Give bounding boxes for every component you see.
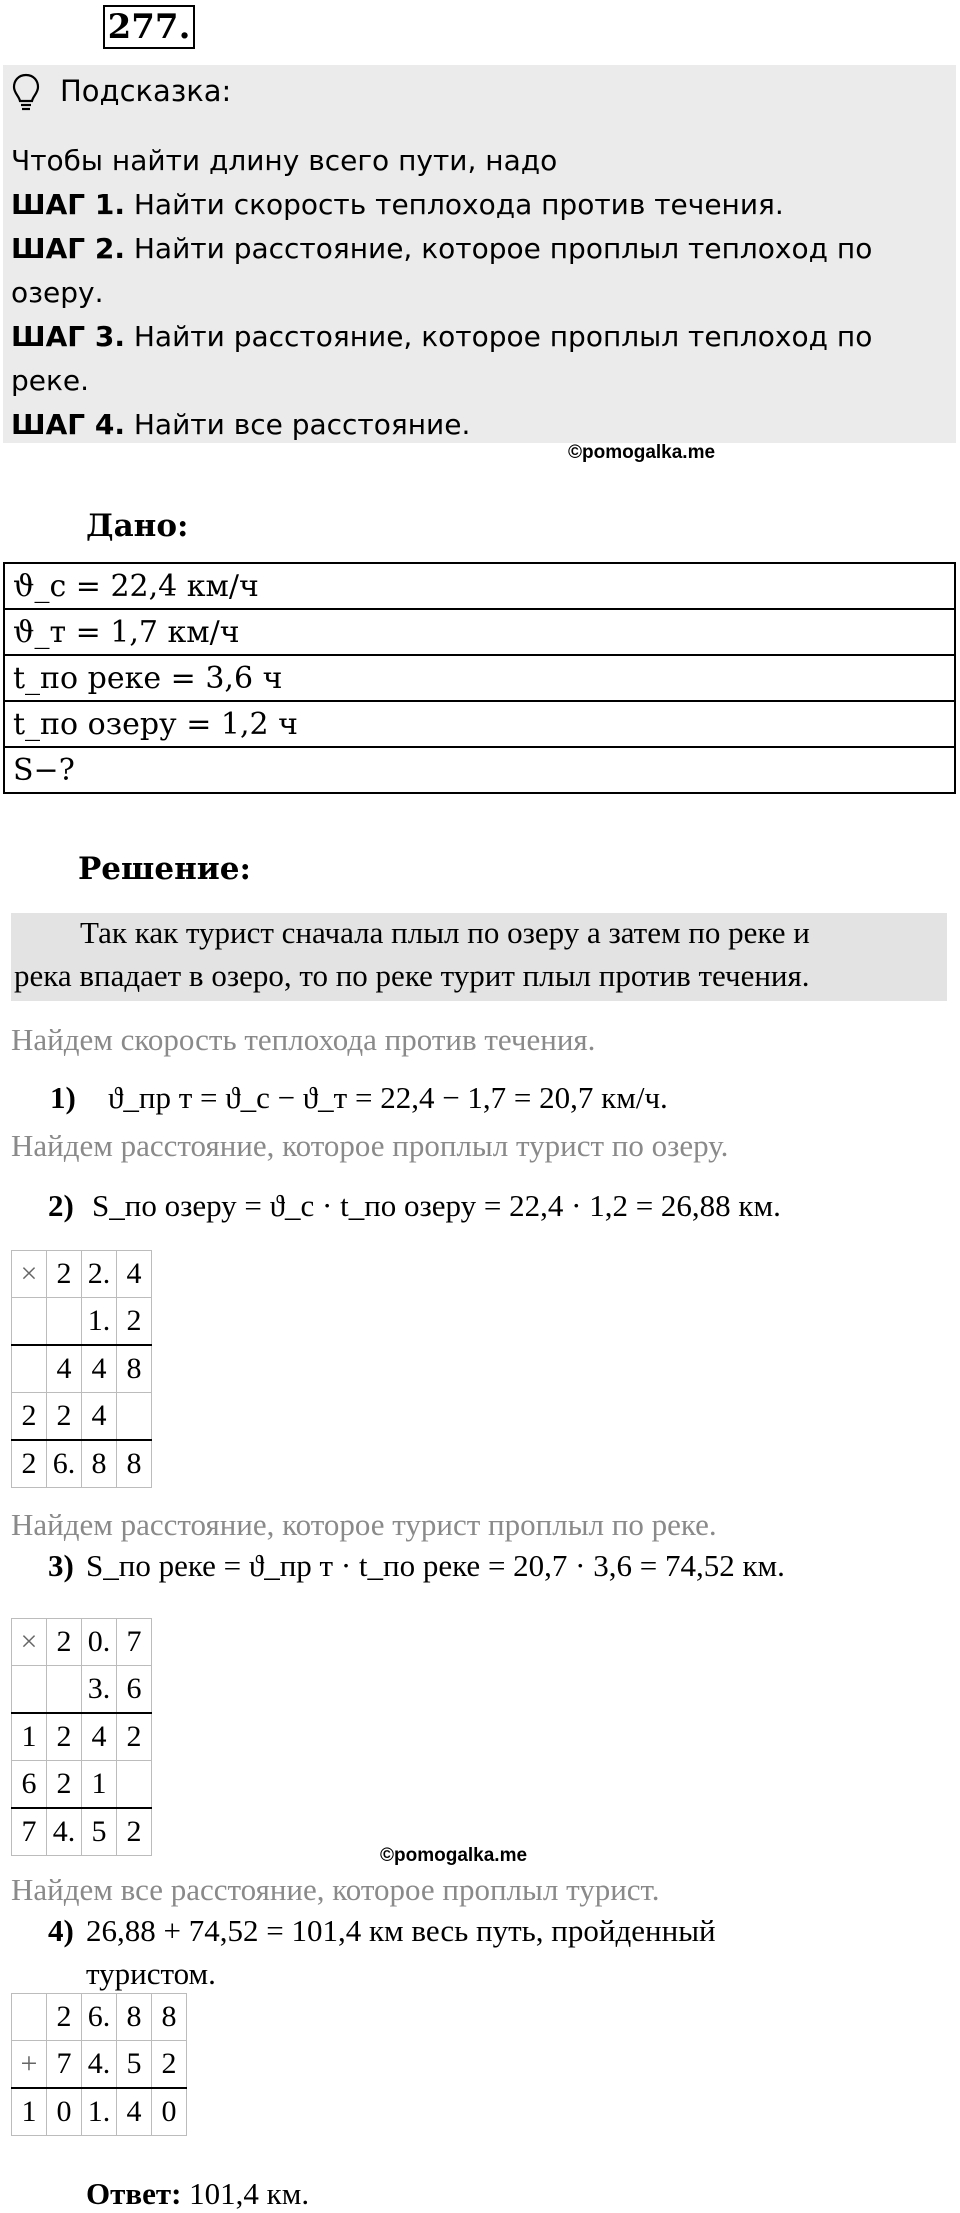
step-text: Найти все расстояние. xyxy=(124,408,471,441)
multiplication-grid-2 xyxy=(11,1618,152,1856)
grid-cell: 6 xyxy=(117,1666,152,1714)
step-label: ШАГ 1. xyxy=(11,188,125,221)
grid-cell: 1 xyxy=(12,1713,47,1761)
problem-number: 277. xyxy=(103,5,195,49)
grid-cell: × xyxy=(12,1619,47,1666)
grid-cell: 0. xyxy=(82,1619,117,1666)
given-row xyxy=(4,609,955,655)
step-text: Найти расстояние, которое проплыл теплоход по xyxy=(124,320,873,353)
grid-row xyxy=(12,1713,152,1761)
grid-cell: 2 xyxy=(12,1393,47,1441)
step-text: Найти расстояние, которое проплыл теплоход по xyxy=(124,232,873,265)
watermark: ©pomogalka.me xyxy=(568,442,716,463)
multiplication-grid-1 xyxy=(11,1250,152,1488)
grid-cell xyxy=(47,1298,82,1346)
grid-cell: 1. xyxy=(82,2088,117,2136)
grid-cell: 8 xyxy=(117,1345,152,1393)
grid-cell: + xyxy=(12,2041,47,2089)
grid-cell xyxy=(117,1761,152,1809)
grid-cell: 2 xyxy=(47,1713,82,1761)
step-3-formula: S_по реке = ϑ_пр т · t_по реке = 20,7 · 3,6 = 74,52 км. xyxy=(86,1548,785,1583)
grid-cell: 1 xyxy=(12,2088,47,2136)
grid-cell: 6. xyxy=(82,1994,117,2041)
grid-cell: 8 xyxy=(152,1994,187,2041)
grid-cell: 7 xyxy=(12,1808,47,1856)
grid-cell: 4. xyxy=(82,2041,117,2089)
given-cell: ϑ_с = 22,4 км/ч xyxy=(4,563,955,609)
grid-row xyxy=(12,1619,152,1666)
grid-cell: 4 xyxy=(82,1345,117,1393)
grid-cell xyxy=(12,1298,47,1346)
grid-cell: 3. xyxy=(82,1666,117,1714)
hint-step-1 xyxy=(11,183,784,227)
grid-row xyxy=(12,1808,152,1856)
grid-row xyxy=(12,1994,187,2041)
grid-cell: 5 xyxy=(117,2041,152,2089)
step-4-number: 4) xyxy=(48,1913,74,1948)
grid-cell: 8 xyxy=(117,1440,152,1488)
step-4-line-1: 26,88 + 74,52 = 101,4 км весь путь, пройденный xyxy=(86,1913,716,1948)
step-4-line-2: туристом. xyxy=(86,1956,216,1991)
grid-row xyxy=(12,2088,187,2136)
grid-cell: 7 xyxy=(117,1619,152,1666)
given-table xyxy=(3,562,956,794)
answer-label: Ответ: xyxy=(86,2176,182,2211)
lightbulb-icon xyxy=(12,72,40,112)
grid-cell: × xyxy=(12,1251,47,1298)
given-row xyxy=(4,563,955,609)
hint-step-2-cont xyxy=(11,271,104,315)
grid-cell: 1. xyxy=(82,1298,117,1346)
addition-grid xyxy=(11,1993,187,2136)
answer-value: 101,4 км. xyxy=(181,2176,310,2211)
grid-cell: 2 xyxy=(152,2041,187,2089)
grid-cell: 2 xyxy=(117,1298,152,1346)
step-label: ШАГ 4. xyxy=(11,408,125,441)
grid-cell: 8 xyxy=(117,1994,152,2041)
grid-cell: 2 xyxy=(117,1713,152,1761)
step-1-number: 1) xyxy=(50,1080,76,1115)
watermark-2: ©pomogalka.me xyxy=(380,1845,528,1866)
grid-row xyxy=(12,1298,152,1346)
intro-line-1: Так как турист сначала плыл по озеру а затем по реке и xyxy=(80,915,810,950)
step-text: Найти скорость теплохода против течения. xyxy=(124,188,784,221)
hint-intro: Чтобы найти длину всего пути, надо xyxy=(11,144,558,177)
explain-1: Найдем скорость теплохода против течения. xyxy=(11,1022,596,1057)
grid-cell: 2 xyxy=(47,1761,82,1809)
grid-cell: 4. xyxy=(47,1808,82,1856)
grid-cell xyxy=(12,1994,47,2041)
grid-row xyxy=(12,1345,152,1393)
grid-cell: 2 xyxy=(47,1619,82,1666)
grid-cell: 4 xyxy=(47,1345,82,1393)
explain-3: Найдем расстояние, которое турист проплыл по реке. xyxy=(11,1507,717,1542)
given-row xyxy=(4,655,955,701)
grid-cell xyxy=(12,1666,47,1714)
explain-4: Найдем все расстояние, которое проплыл турист. xyxy=(11,1872,660,1907)
grid-cell: 2 xyxy=(47,1393,82,1441)
step-label: ШАГ 3. xyxy=(11,320,125,353)
given-cell: t_по реке = 3,6 ч xyxy=(4,655,955,701)
step-text: озеру. xyxy=(11,276,104,309)
step-1-formula: ϑ_пр т = ϑ_с − ϑ_т = 22,4 − 1,7 = 20,7 км/ч. xyxy=(108,1080,668,1115)
grid-cell: 5 xyxy=(82,1808,117,1856)
grid-cell xyxy=(12,1345,47,1393)
grid-cell: 0 xyxy=(47,2088,82,2136)
grid-cell: 2. xyxy=(82,1251,117,1298)
given-cell: t_по озеру = 1,2 ч xyxy=(4,701,955,747)
grid-cell: 1 xyxy=(82,1761,117,1809)
answer xyxy=(86,2176,309,2212)
explain-2: Найдем расстояние, которое проплыл турист по озеру. xyxy=(11,1128,729,1163)
intro-line-2: река впадает в озеро, то по реке турит плыл против течения. xyxy=(14,958,810,993)
hint-step-2 xyxy=(11,227,872,271)
grid-row xyxy=(12,2041,187,2089)
grid-cell: 7 xyxy=(47,2041,82,2089)
grid-cell: 4 xyxy=(82,1713,117,1761)
grid-cell: 2 xyxy=(47,1994,82,2041)
hint-step-4 xyxy=(11,403,470,447)
grid-row xyxy=(12,1761,152,1809)
hint-step-3 xyxy=(11,315,872,359)
grid-cell: 2 xyxy=(117,1808,152,1856)
grid-row xyxy=(12,1393,152,1441)
grid-cell: 6 xyxy=(12,1761,47,1809)
grid-cell: 8 xyxy=(82,1440,117,1488)
step-label: ШАГ 2. xyxy=(11,232,125,265)
given-row xyxy=(4,701,955,747)
given-title: Дано: xyxy=(86,508,189,544)
hint-step-3-cont xyxy=(11,359,89,403)
grid-cell: 4 xyxy=(82,1393,117,1441)
solution-title: Решение: xyxy=(78,851,251,887)
given-cell: ϑ_т = 1,7 км/ч xyxy=(4,609,955,655)
step-2-number: 2) xyxy=(48,1188,74,1223)
grid-row xyxy=(12,1251,152,1298)
given-row xyxy=(4,747,955,793)
grid-cell: 4 xyxy=(117,2088,152,2136)
hint-title: Подсказка: xyxy=(60,74,232,108)
step-2-formula: S_по озеру = ϑ_с · t_по озеру = 22,4 · 1,2 = 26,88 км. xyxy=(92,1188,781,1223)
grid-row xyxy=(12,1666,152,1714)
grid-cell: 2 xyxy=(47,1251,82,1298)
grid-cell xyxy=(117,1393,152,1441)
step-text: реке. xyxy=(11,364,90,397)
grid-cell: 6. xyxy=(47,1440,82,1488)
step-3-number: 3) xyxy=(48,1548,74,1583)
grid-cell xyxy=(47,1666,82,1714)
grid-cell: 4 xyxy=(117,1251,152,1298)
grid-row xyxy=(12,1440,152,1488)
grid-cell: 0 xyxy=(152,2088,187,2136)
given-cell: S−? xyxy=(4,747,955,793)
grid-cell: 2 xyxy=(12,1440,47,1488)
